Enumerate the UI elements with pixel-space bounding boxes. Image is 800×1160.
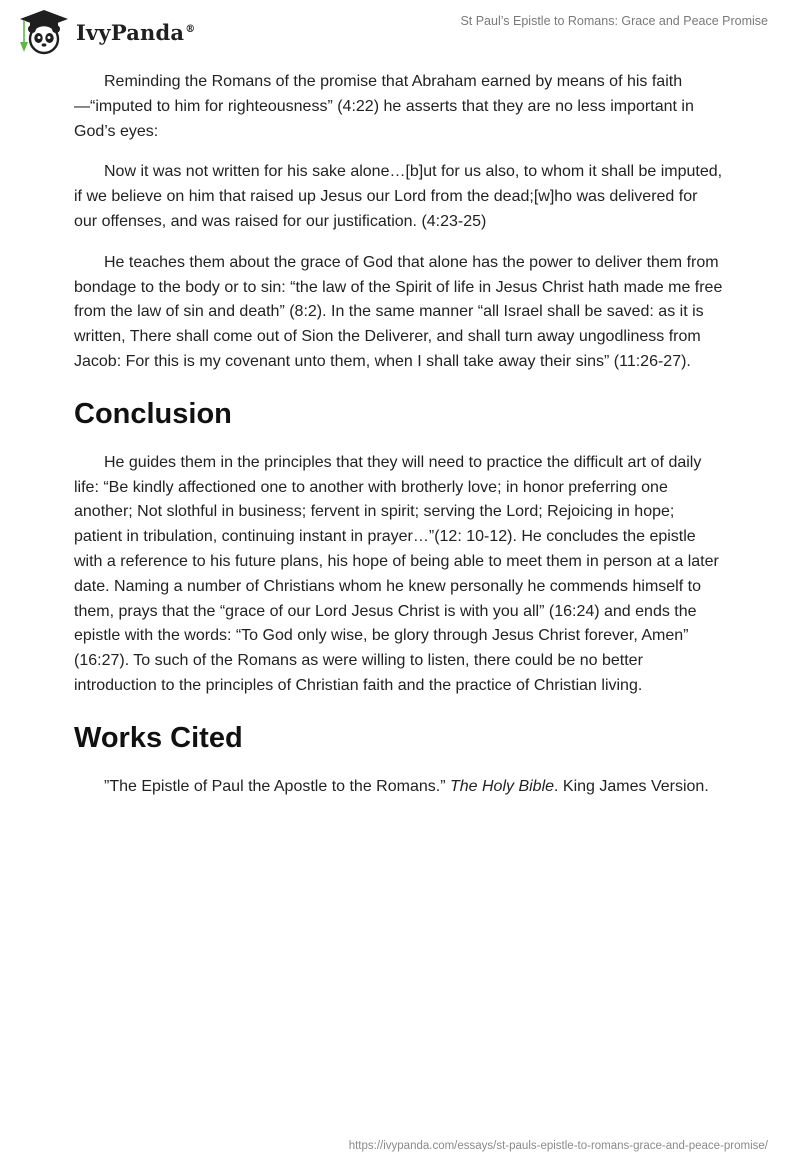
paragraph-grace-of-god: He teaches them about the grace of God that alone has the power to deliver them from bondage to the body or to sin: “the law of the Spirit of life in Jesus Christ hath made me free from the law of sin and death” (8:2). In the same manner “all Israel shall be saved: as it is written, There shall come out of Sion the Deliverer, and shall turn away ungodliness from Jacob: For this is my covenant unto them, when I shall take away their sins” (11:26-27).	[74, 253, 723, 370]
panda-graduate-icon	[14, 8, 70, 56]
citation-entry	[74, 775, 724, 800]
block-quote-romans-4: Now it was not written for his sake alone…[b]ut for us also, to whom it shall be imputed, if we believe on him that raised up Jesus our Lord from the dead;[w]ho was delivered for our offenses, and was raised for our justification. (4:23-25)	[74, 163, 723, 230]
document-title: St Paul’s Epistle to Romans: Grace and Peace Promise	[460, 14, 768, 28]
heading-works-cited: Works Cited	[74, 721, 243, 754]
essay-body	[74, 70, 724, 816]
citation-title: The Holy Bible	[449, 777, 555, 795]
logo-wordmark: IvyPanda®	[76, 19, 196, 45]
paragraph-conclusion: He guides them in the principles that they will need to practice the difficult art of daily life: “Be kindly affectioned one to another with brotherly love; in honor preferring one another; Not slothful in business; fervent in spirit; serving the Lord; Rejoicing in hope; patient in tribulation, continuing instant in prayer…”(12: 10-12). He concludes the epistle with a reference to his future plans, his hope of being able to meet them in person at a later date. Naming a number of Christians whom he knew personally he commends himself to them, prays that the “grace of our Lord Jesus Christ is with you all” (16:24) and ends the epistle with the words: “To God only wise, be glory through Jesus Christ forever, Amen” (16:27). To such of the Romans as were willing to listen, there could be no better introduction to the principles of Christian faith and the practice of Christian living.	[74, 453, 719, 694]
citation-edition: . King James Version.	[554, 777, 709, 795]
ivypanda-logo[interactable]	[14, 8, 195, 56]
heading-conclusion: Conclusion	[74, 397, 232, 430]
citation-source: ”The Epistle of Paul the Apostle to the Romans.”	[104, 777, 450, 795]
source-url[interactable]: https://ivypanda.com/essays/st-pauls-epistle-to-romans-grace-and-peace-promise/	[348, 1140, 768, 1152]
page-header	[0, 0, 800, 66]
paragraph-abraham-promise: Reminding the Romans of the promise that Abraham earned by means of his faith —“imputed to him for righteousness” (4:22) he asserts that they are no less important in God’s eyes:	[74, 73, 694, 140]
